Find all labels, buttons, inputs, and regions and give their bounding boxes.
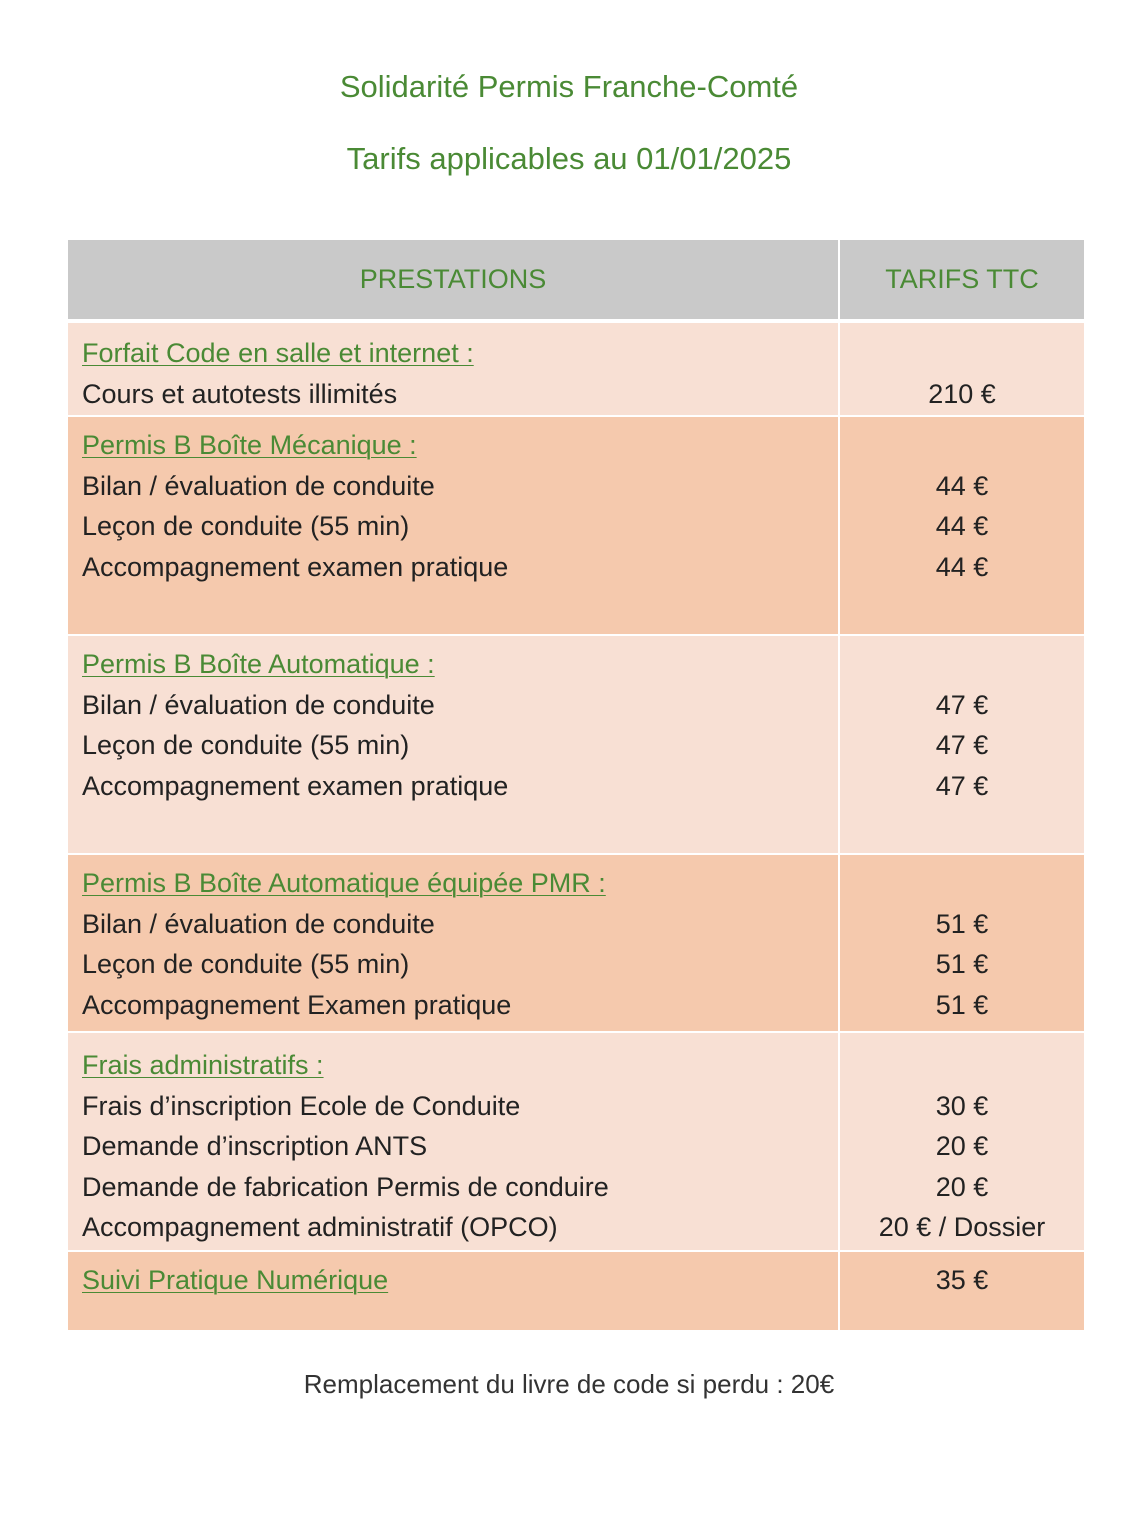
section-heading: Forfait Code en salle et internet : <box>82 338 474 368</box>
section-suivi-pratique-numerique <box>68 1252 1084 1330</box>
item-price: 51 € <box>935 949 989 979</box>
item-label: Bilan / évaluation de conduite <box>82 470 435 501</box>
document-title: Solidarité Permis Franche-Comté <box>339 69 799 104</box>
item-label: Frais d’inscription Ecole de Conduite <box>82 1090 521 1121</box>
item-price: 30 € <box>935 1090 989 1121</box>
item-price: 44 € <box>935 551 989 582</box>
table-header <box>68 240 1084 319</box>
section-heading: Frais administratifs : <box>82 1050 324 1080</box>
item-label: Leçon de conduite (55 min) <box>82 730 410 760</box>
item-label: Cours et autotests illimités <box>82 378 398 409</box>
document-subtitle: Tarifs applicables au 01/01/2025 <box>346 141 792 176</box>
column-header-prestations: PRESTATIONS <box>68 240 840 319</box>
item-price: 210 € <box>928 378 996 409</box>
section-forfait-code <box>68 323 1084 417</box>
item-label: Demande de fabrication Permis de conduire <box>82 1171 609 1202</box>
section-heading: Permis B Boîte Mécanique : <box>82 430 417 460</box>
section-permis-b-mecanique <box>68 417 1084 636</box>
item-label: Accompagnement examen pratique <box>82 551 509 582</box>
item-price: 47 € <box>935 770 989 801</box>
item-label: Leçon de conduite (55 min) <box>82 511 410 541</box>
item-label: Bilan / évaluation de conduite <box>82 908 435 939</box>
item-price: 47 € <box>935 689 989 720</box>
section-heading: Permis B Boîte Automatique équipée PMR : <box>82 868 606 898</box>
item-price: 44 € <box>935 511 989 541</box>
item-price: 20 € / Dossier <box>878 1212 1046 1242</box>
item-price: 35 € <box>935 1265 989 1295</box>
item-price: 47 € <box>935 730 989 760</box>
section-frais-administratifs <box>68 1033 1084 1252</box>
section-permis-b-automatique <box>68 636 1084 855</box>
item-label: Accompagnement Examen pratique <box>82 989 512 1020</box>
item-price: 20 € <box>935 1171 989 1202</box>
section-heading: Permis B Boîte Automatique : <box>82 649 435 679</box>
item-price: 51 € <box>935 989 989 1020</box>
section-permis-b-automatique-pmr <box>68 855 1084 1033</box>
item-label: Demande d’inscription ANTS <box>82 1131 428 1161</box>
item-label: Accompagnement administratif (OPCO) <box>82 1212 558 1242</box>
item-price: 51 € <box>935 908 989 939</box>
footer-note: Remplacement du livre de code si perdu : 20€ <box>303 1369 835 1399</box>
item-label: Leçon de conduite (55 min) <box>82 949 410 979</box>
column-header-tarifs: TARIFS TTC <box>885 264 1039 294</box>
section-heading: Suivi Pratique Numérique <box>82 1265 389 1295</box>
item-label: Accompagnement examen pratique <box>82 770 509 801</box>
item-price: 44 € <box>935 470 989 501</box>
pricing-table <box>68 240 1084 1330</box>
item-price: 20 € <box>935 1131 989 1161</box>
item-label: Bilan / évaluation de conduite <box>82 689 435 720</box>
